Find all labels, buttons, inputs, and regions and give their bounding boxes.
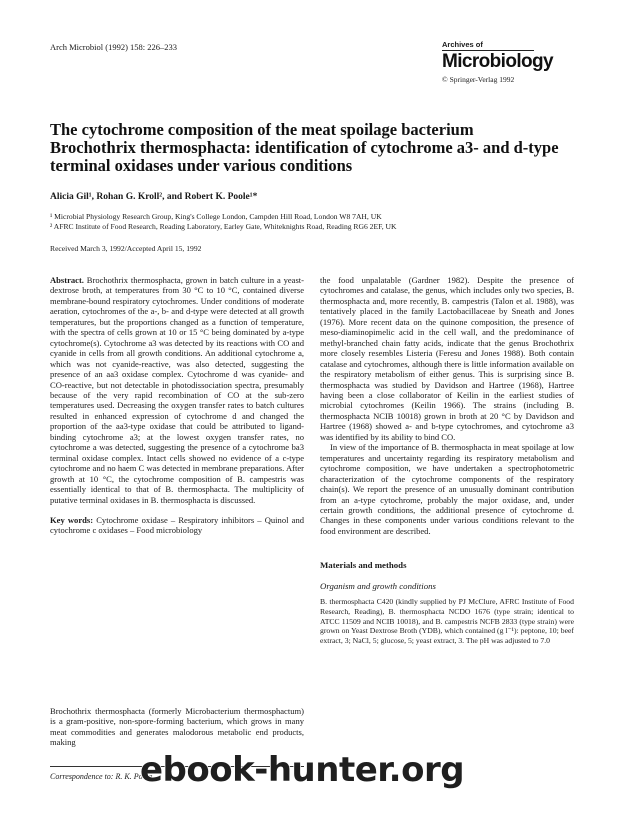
author-list: Alicia Gil¹, Rohan G. Kroll², and Robert K. Poole¹* (50, 192, 258, 202)
correspondence-note: Correspondence to: R. K. Poole (50, 772, 153, 781)
abstract-text: Brochothrix thermosphacta, grown in batch culture in a yeast-dextrose broth, at temperatures from 30 °C to 10 °C, contained diverse membrane-bound respiratory cytochromes. Under conditions of moderate aeration, cytochromes of the a-, b- and d-type were detected at all growth temperatures, but the proportions changed as a function of temperature, with the spectra of cells grown at 10 or 15 °C being dominated by a-type cytochrome(s). Cytochrome a3 was detected by its reactions with CO and cyanide in cells from all growth conditions. An additional cytochrome a, which was not cyanide-reactive, was also detected, suggesting the presence of an aa3 oxidase complex. Cytochrome d was cyanide- and CO-reactive, but not detectable in photodissociation spectra, presumably because of the very rapid recombination of CO at the sub-zero temperatures used. Decreasing the oxygen transfer rates to batch cultures resulted in enhanced expression of cytochrome d and changed the proportion of the aa3-type oxidase that could be attributed to ligand-binding cytochrome a3; at the lowest oxygen transfer rates, no cytochrome a was detected, suggesting the presence of a cytochrome ba3 terminal oxidase complex. Intact cells showed no evidence of a c-type cytochrome and no haem C was detected in membrane preparations. After growth at 10 °C, the cytochrome composition of B. campestris was essentially identical to that of B. thermosphacta. The multiplicity of putative terminal oxidases in B. thermosphacta is discussed. (50, 275, 305, 505)
left-column (50, 275, 304, 536)
methods-paragraph: B. thermosphacta C420 (kindly supplied by PJ McClure, AFRC Institute of Food Research, Reading), B. thermosphacta NCDO 1676 (type strain; identical to ATCC 11509 and NCIB 10018), and B. campestris NCFB 2833 (type strain) were grown on Yeast Dextrose Broth (YDB), which contained (g l⁻¹): peptone, 10; beef extract, 3; NaCl, 5; glucose, 5; yeast extract, 3. The pH was adjusted to 7.0 (320, 597, 574, 646)
journal-logo-name: Microbiology (442, 51, 554, 72)
keywords-label: Key words: (50, 514, 94, 525)
affiliation: ² AFRC Institute of Food Research, Reading Laboratory, Earley Gate, Whiteknights Road, Reading RG6 2EF, UK (50, 222, 397, 231)
keywords-text: Cytochrome oxidase – Respiratory inhibitors – Quinol and cytochrome c oxidases – Food microbiology (50, 514, 304, 536)
abstract-label: Abstract. (50, 275, 84, 285)
right-column (320, 275, 574, 646)
article-title-line: The cytochrome composition of the meat spoilage bacterium (50, 120, 474, 139)
keywords (50, 515, 304, 536)
body-paragraph: In view of the importance of B. thermosphacta in meat spoilage at low temperatures and uncertainty regarding its respiratory metabolism and cytochrome composition, we have undertaken a spectrophotometric characterization of the cytochrome components of the respiratory chain(s). We report the presence of an unusually dominant contribution from an a-type cytochrome, probably the major oxidase, and, under certain growth conditions, the additional presence of cytochrome d. Changes in these components under various conditions relevant to the food environment are described. (320, 442, 574, 536)
publisher-copyright: © Springer-Verlag 1992 (442, 75, 515, 84)
journal-logo-archives-of: Archives of (442, 40, 483, 49)
abstract (50, 275, 304, 505)
introduction-paragraph: Brochothrix thermosphacta (formerly Microbacterium thermosphactum) is a gram-positive, non-spore-forming bacterium, which grows in many meat commodities and generates malodorous metabolic end products, making (50, 706, 304, 748)
watermark-link[interactable]: ebook-hunter.org (140, 750, 465, 790)
article-title-line: Brochothrix thermosphacta: identification of cytochrome a3- and d-type (50, 138, 559, 157)
journal-logo (442, 40, 572, 84)
received-dates: Received March 3, 1992/Accepted April 15, 1992 (50, 244, 202, 253)
affiliations (50, 212, 590, 232)
body-paragraph: the food unpalatable (Gardner 1982). Despite the presence of cytochromes and catalase, the genus, which includes only two species, B. thermosphacta and, more recently, B. campestris (Talon et al. 1988), was tentatively placed in the family Lactobacillaceae by Sneath and Jones (1976). More recent data on the quinone composition, the presence of meso-diaminopimelic acid in the cell wall, and the predominance of methyl-branched chain fatty acids, indicate that the genus Brochothrix more closely resembles Listeria (Feresu and Jones 1988). Both contain catalase and cytochromes, although there is little information available on the respiratory metabolism of either genus. This is surprising since B. thermosphacta was studied by Davidson and Hartree (1968), Hartree having been a close collaborator of Keilin in the earliest studies of microbial cytochromes (Keilin 1966). The strains (including B. thermosphacta NCIB 10018) grown in broth at 20 °C by Davidson and Hartree (1968) showed a- and b-type cytochromes, and cytochrome a3 was identified by its ability to bind CO. (320, 275, 574, 442)
article-title (50, 121, 580, 175)
article-title-line: terminal oxidases under various conditions (50, 156, 353, 175)
affiliation: ¹ Microbial Physiology Research Group, King's College London, Campden Hill Road, London W8 7AH, UK (50, 212, 382, 221)
journal-citation: Arch Microbiol (1992) 158: 226–233 (50, 42, 178, 52)
subsection-heading: Organism and growth conditions (320, 580, 436, 591)
section-heading: Materials and methods (320, 560, 407, 571)
